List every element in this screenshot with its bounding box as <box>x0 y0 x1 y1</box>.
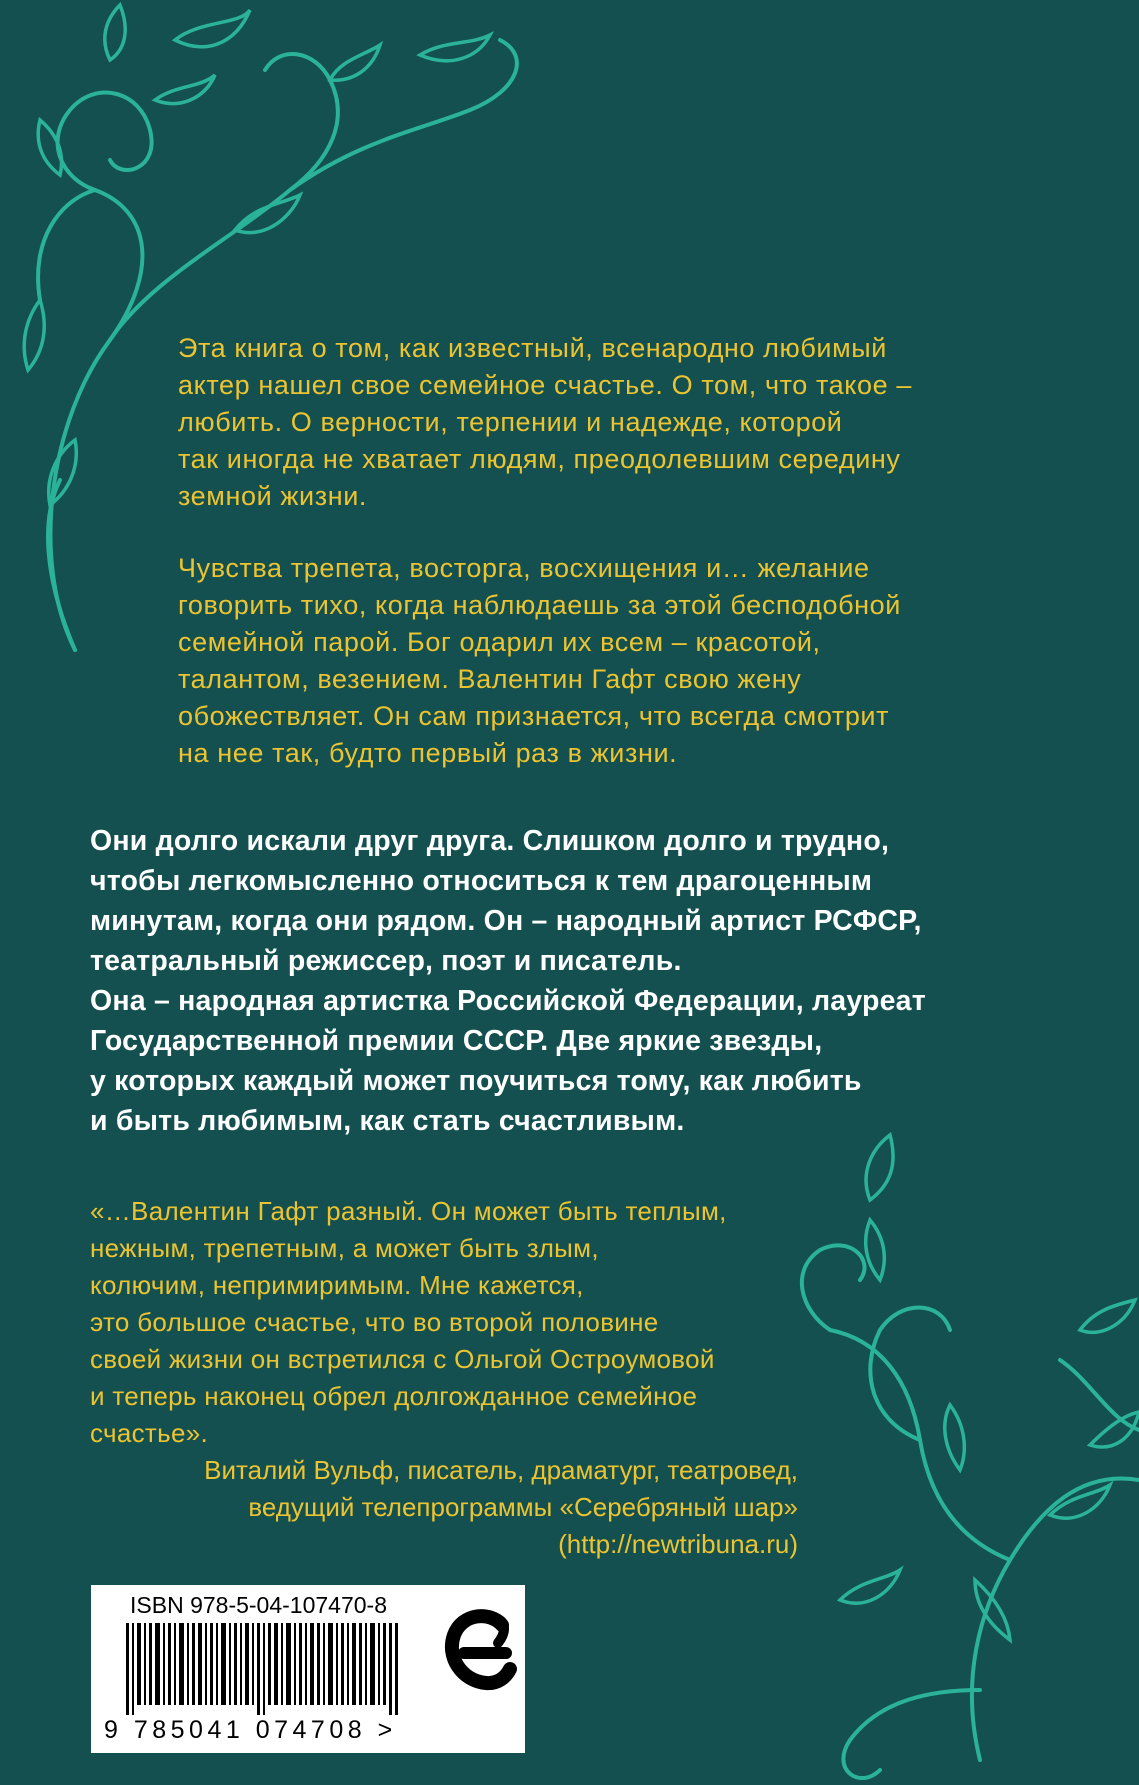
barcode-digits: 9 785041 074708 > <box>104 1716 397 1744</box>
description-paragraph-2: Чувства трепета, восторга, восхищения и… желание говорить тихо, когда наблюдаешь за этой бесподобной семейной парой. Бог одарил их всем – красотой, талантом, везением. Валентин Гафт свою жену обожествляет. Он сам признается, что всегда смотрит на нее так, будто первый раз в жизни. <box>178 553 901 768</box>
quote-text: «…Валентин Гафт разный. Он может быть теплым, нежным, трепетным, а может быть злым, колючим, непримиримым. Мне кажется, это большое счастье, что во второй половине своей жизни он встретился с Ольгой Остроумовой и теперь наконец обрел долгожданное семейное счастье». <box>90 1196 727 1448</box>
isbn-label: ISBN 978-5-04-107470-8 <box>130 1592 387 1618</box>
barcode-bars <box>126 1623 398 1715</box>
quote-attribution: Виталий Вульф, писатель, драматург, театровед, ведущий телепрограммы «Серебряный шар» (http://newtribuna.ru) <box>204 1455 798 1559</box>
eksmo-logo-icon <box>440 1603 520 1703</box>
description-paragraph-3: Они долго искали друг друга. Слишком долго и трудно, чтобы легкомысленно относиться к тем драгоценным минутам, когда они рядом. Он – народный артист РСФСР, театральный режиссер, поэт и писатель. Она – народная артистка Российской Федерации, лауреат Государственной премии СССР. Две яркие звезды, у которых каждый может поучиться тому, как любить и быть любимым, как стать счастливым. <box>90 825 926 1137</box>
description-paragraph-1: Эта книга о том, как известный, всенародно любимый актер нашел свое семейное счастье. О том, что такое – любить. О верности, терпении и надежде, которой так иногда не хватает людям, преодолевшим середину земной жизни. <box>178 333 912 511</box>
